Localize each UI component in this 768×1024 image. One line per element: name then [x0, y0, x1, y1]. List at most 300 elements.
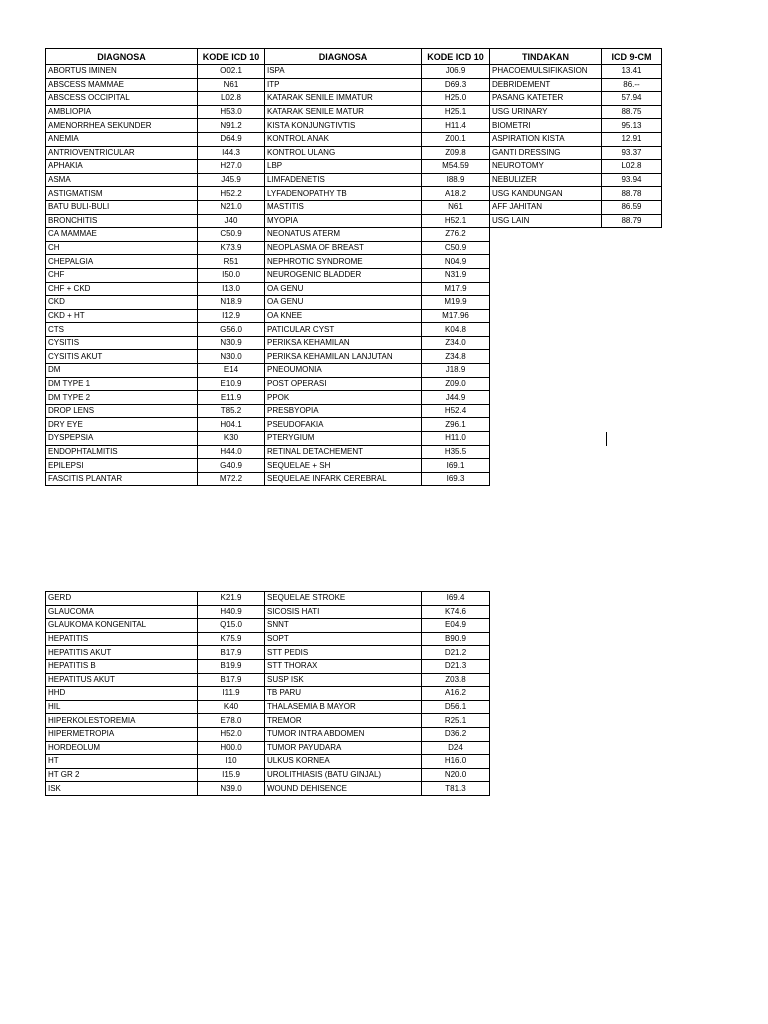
empty-cell [490, 323, 602, 337]
code-cell: E78.0 [198, 714, 265, 728]
table-row [46, 336, 662, 350]
code-cell: H52.2 [198, 187, 265, 201]
name-cell: SEQUELAE STROKE [265, 592, 422, 606]
name-cell: DM [46, 364, 198, 378]
name-cell: KONTROL ANAK [265, 132, 422, 146]
code-cell: G56.0 [198, 323, 265, 337]
table-row [46, 160, 662, 174]
empty-cell [490, 445, 602, 459]
name-cell: AMBLIOPIA [46, 105, 198, 119]
empty-cell [490, 336, 602, 350]
name-cell: THALASEMIA B MAYOR [265, 700, 422, 714]
name-cell: DROP LENS [46, 404, 198, 418]
code-cell: N61 [422, 200, 490, 214]
text-cursor [606, 432, 607, 446]
code-cell: A16.2 [422, 687, 490, 701]
name-cell: CHEPALGIA [46, 255, 198, 269]
name-cell: ASPIRATION KISTA [490, 132, 602, 146]
code-cell: 88.75 [602, 105, 662, 119]
code-cell: 86.59 [602, 200, 662, 214]
name-cell: CHF [46, 268, 198, 282]
name-cell: KISTA KONJUNGTIVTIS [265, 119, 422, 133]
name-cell: PATICULAR CYST [265, 323, 422, 337]
empty-cell [602, 268, 662, 282]
code-cell: B90.9 [422, 632, 490, 646]
code-cell: J40 [198, 214, 265, 228]
name-cell: LBP [265, 160, 422, 174]
name-cell: STT PEDIS [265, 646, 422, 660]
empty-cell [602, 350, 662, 364]
table-row [46, 119, 662, 133]
table-row [46, 173, 662, 187]
table-row [46, 214, 662, 228]
code-cell: H52.0 [198, 727, 265, 741]
name-cell: GERD [46, 592, 198, 606]
name-cell: DRY EYE [46, 418, 198, 432]
code-cell: E14 [198, 364, 265, 378]
code-cell: J18.9 [422, 364, 490, 378]
table-row [46, 268, 662, 282]
code-cell: 93.94 [602, 173, 662, 187]
name-cell: ENDOPHTALMITIS [46, 445, 198, 459]
table-row [46, 782, 490, 796]
code-cell: N31.9 [422, 268, 490, 282]
code-cell: N30.0 [198, 350, 265, 364]
table-row [46, 187, 662, 201]
name-cell: LIMFADENETIS [265, 173, 422, 187]
code-cell: D21.3 [422, 659, 490, 673]
name-cell: UROLITHIASIS (BATU GINJAL) [265, 768, 422, 782]
name-cell: USG LAIN [490, 214, 602, 228]
code-cell: 93.37 [602, 146, 662, 160]
code-cell: D36.2 [422, 727, 490, 741]
table-row [46, 105, 662, 119]
name-cell: GLAUCOMA [46, 605, 198, 619]
code-cell: H53.0 [198, 105, 265, 119]
empty-cell [602, 228, 662, 242]
code-cell: K73.9 [198, 241, 265, 255]
code-cell: B19.9 [198, 659, 265, 673]
table-row [46, 646, 490, 660]
code-cell: R51 [198, 255, 265, 269]
icd-table-main [45, 48, 662, 486]
table-row [46, 619, 490, 633]
code-cell: Z34.8 [422, 350, 490, 364]
table-row [46, 146, 662, 160]
header-tindakan: TINDAKAN [490, 49, 602, 65]
code-cell: B17.9 [198, 673, 265, 687]
table-row [46, 727, 490, 741]
code-cell: N91.2 [198, 119, 265, 133]
code-cell: Z34.0 [422, 336, 490, 350]
code-cell: D69.3 [422, 78, 490, 92]
name-cell: ABORTUS IMINEN [46, 65, 198, 79]
name-cell: KATARAK SENILE IMMATUR [265, 92, 422, 106]
empty-cell [602, 336, 662, 350]
table-header-row [46, 49, 662, 65]
name-cell: PPOK [265, 391, 422, 405]
name-cell: RETINAL DETACHEMENT [265, 445, 422, 459]
code-cell: I69.1 [422, 459, 490, 473]
table-row [46, 282, 662, 296]
code-cell: H52.4 [422, 404, 490, 418]
name-cell: SEQUELAE INFARK CEREBRAL [265, 472, 422, 486]
empty-cell [490, 391, 602, 405]
name-cell: HHD [46, 687, 198, 701]
name-cell: USG URINARY [490, 105, 602, 119]
code-cell: B17.9 [198, 646, 265, 660]
table-row [46, 445, 662, 459]
name-cell: AFF JAHITAN [490, 200, 602, 214]
table-row [46, 404, 662, 418]
code-cell: 13.41 [602, 65, 662, 79]
header-kode-icd-10-2: KODE ICD 10 [422, 49, 490, 65]
code-cell: K74.6 [422, 605, 490, 619]
code-cell: N21.0 [198, 200, 265, 214]
name-cell: BATU BULI-BULI [46, 200, 198, 214]
code-cell: N20.0 [422, 768, 490, 782]
name-cell: ULKUS KORNEA [265, 755, 422, 769]
name-cell: GLAUKOMA KONGENITAL [46, 619, 198, 633]
table-row [46, 741, 490, 755]
empty-cell [602, 241, 662, 255]
empty-cell [490, 309, 602, 323]
code-cell: J06.9 [422, 65, 490, 79]
code-cell: 88.79 [602, 214, 662, 228]
name-cell: CKD [46, 296, 198, 310]
name-cell: TUMOR PAYUDARA [265, 741, 422, 755]
empty-cell [490, 255, 602, 269]
table-row [46, 755, 490, 769]
code-cell: J44.9 [422, 391, 490, 405]
empty-cell [490, 296, 602, 310]
code-cell: K30 [198, 432, 265, 446]
code-cell: I88.9 [422, 173, 490, 187]
name-cell: BRONCHITIS [46, 214, 198, 228]
code-cell: I13.0 [198, 282, 265, 296]
empty-cell [490, 350, 602, 364]
name-cell: CTS [46, 323, 198, 337]
code-cell: D56.1 [422, 700, 490, 714]
header-icd-9-cm: ICD 9-CM [602, 49, 662, 65]
table-row [46, 241, 662, 255]
name-cell: TUMOR INTRA ABDOMEN [265, 727, 422, 741]
table-row [46, 364, 662, 378]
table-row [46, 323, 662, 337]
name-cell: CYSITIS [46, 336, 198, 350]
name-cell: SOPT [265, 632, 422, 646]
table-row [46, 632, 490, 646]
empty-cell [602, 377, 662, 391]
code-cell: E04.9 [422, 619, 490, 633]
table-row [46, 673, 490, 687]
table-row [46, 659, 490, 673]
name-cell: PTERYGIUM [265, 432, 422, 446]
name-cell: PRESBYOPIA [265, 404, 422, 418]
empty-cell [602, 255, 662, 269]
name-cell: HIPERKOLESTOREMIA [46, 714, 198, 728]
name-cell: USG KANDUNGAN [490, 187, 602, 201]
name-cell: HT GR 2 [46, 768, 198, 782]
table-row [46, 700, 490, 714]
name-cell: WOUND DEHISENCE [265, 782, 422, 796]
name-cell: GANTI DRESSING [490, 146, 602, 160]
code-cell: T85.2 [198, 404, 265, 418]
empty-cell [602, 418, 662, 432]
code-cell: H27.0 [198, 160, 265, 174]
code-cell: G40.9 [198, 459, 265, 473]
name-cell: TB PARU [265, 687, 422, 701]
code-cell: I44.3 [198, 146, 265, 160]
name-cell: HEPATITIS AKUT [46, 646, 198, 660]
code-cell: K75.9 [198, 632, 265, 646]
code-cell: Z00.1 [422, 132, 490, 146]
code-cell: K40 [198, 700, 265, 714]
name-cell: PASANG KATETER [490, 92, 602, 106]
code-cell: Z03.8 [422, 673, 490, 687]
name-cell: ASMA [46, 173, 198, 187]
table-row [46, 309, 662, 323]
empty-cell [490, 377, 602, 391]
code-cell: Z76.2 [422, 228, 490, 242]
code-cell: Z09.8 [422, 146, 490, 160]
name-cell: HEPATITIS [46, 632, 198, 646]
name-cell: BIOMETRI [490, 119, 602, 133]
code-cell: Z09.0 [422, 377, 490, 391]
header-diagnosa-2: DIAGNOSA [265, 49, 422, 65]
table-row [46, 605, 490, 619]
name-cell: CKD + HT [46, 309, 198, 323]
name-cell: ANEMIA [46, 132, 198, 146]
code-cell: M19.9 [422, 296, 490, 310]
name-cell: PSEUDOFAKIA [265, 418, 422, 432]
name-cell: OA GENU [265, 282, 422, 296]
name-cell: CHF + CKD [46, 282, 198, 296]
empty-cell [602, 445, 662, 459]
name-cell: HIPERMETROPIA [46, 727, 198, 741]
table-row [46, 592, 490, 606]
table-row [46, 255, 662, 269]
code-cell: K21.9 [198, 592, 265, 606]
empty-cell [490, 282, 602, 296]
empty-cell [490, 364, 602, 378]
empty-cell [490, 241, 602, 255]
empty-cell [602, 282, 662, 296]
code-cell: N04.9 [422, 255, 490, 269]
name-cell: SEQUELAE + SH [265, 459, 422, 473]
table-row [46, 200, 662, 214]
code-cell: 12.91 [602, 132, 662, 146]
name-cell: SNNT [265, 619, 422, 633]
code-cell: 95.13 [602, 119, 662, 133]
name-cell: STT THORAX [265, 659, 422, 673]
code-cell: H04.1 [198, 418, 265, 432]
table-row [46, 92, 662, 106]
code-cell: M54.59 [422, 160, 490, 174]
name-cell: NEONATUS ATERM [265, 228, 422, 242]
empty-cell [602, 432, 662, 446]
empty-cell [602, 404, 662, 418]
code-cell: I50.0 [198, 268, 265, 282]
code-cell: I11.9 [198, 687, 265, 701]
code-cell: H44.0 [198, 445, 265, 459]
table-row [46, 296, 662, 310]
code-cell: D21.2 [422, 646, 490, 660]
name-cell: NEUROGENIC BLADDER [265, 268, 422, 282]
code-cell: H16.0 [422, 755, 490, 769]
code-cell: O02.1 [198, 65, 265, 79]
table-row [46, 472, 662, 486]
code-cell: M72.2 [198, 472, 265, 486]
name-cell: FASCITIS PLANTAR [46, 472, 198, 486]
code-cell: R25.1 [422, 714, 490, 728]
empty-cell [490, 268, 602, 282]
name-cell: CA MAMMAE [46, 228, 198, 242]
name-cell: KONTROL ULANG [265, 146, 422, 160]
name-cell: DM TYPE 2 [46, 391, 198, 405]
header-kode-icd-10: KODE ICD 10 [198, 49, 265, 65]
code-cell: L02.8 [198, 92, 265, 106]
code-cell: Z96.1 [422, 418, 490, 432]
name-cell: PERIKSA KEHAMILAN [265, 336, 422, 350]
name-cell: PHACOEMULSIFIKASION [490, 65, 602, 79]
table-row [46, 65, 662, 79]
name-cell: MYOPIA [265, 214, 422, 228]
name-cell: AMENORRHEA SEKUNDER [46, 119, 198, 133]
name-cell: HT [46, 755, 198, 769]
code-cell: 88.78 [602, 187, 662, 201]
name-cell: LYFADENOPATHY TB [265, 187, 422, 201]
name-cell: PNEOUMONIA [265, 364, 422, 378]
code-cell: D64.9 [198, 132, 265, 146]
table-row [46, 714, 490, 728]
table-row [46, 350, 662, 364]
code-cell: H25.1 [422, 105, 490, 119]
name-cell: DEBRIDEMENT [490, 78, 602, 92]
empty-cell [490, 459, 602, 473]
empty-cell [602, 309, 662, 323]
empty-cell [602, 472, 662, 486]
code-cell: T81.3 [422, 782, 490, 796]
name-cell: NEPHROTIC SYNDROME [265, 255, 422, 269]
name-cell: ABSCESS MAMMAE [46, 78, 198, 92]
code-cell: M17.96 [422, 309, 490, 323]
table-row [46, 432, 662, 446]
code-cell: A18.2 [422, 187, 490, 201]
code-cell: N30.9 [198, 336, 265, 350]
name-cell: APHAKIA [46, 160, 198, 174]
name-cell: CYSITIS AKUT [46, 350, 198, 364]
empty-cell [490, 432, 602, 446]
table-row [46, 418, 662, 432]
code-cell: I12.9 [198, 309, 265, 323]
table-row [46, 687, 490, 701]
empty-cell [602, 296, 662, 310]
name-cell: HEPATITIS B [46, 659, 198, 673]
code-cell: H11.4 [422, 119, 490, 133]
name-cell: NEUROTOMY [490, 160, 602, 174]
empty-cell [602, 459, 662, 473]
empty-cell [490, 228, 602, 242]
code-cell: 86.-- [602, 78, 662, 92]
code-cell: K04.8 [422, 323, 490, 337]
name-cell: HORDEOLUM [46, 741, 198, 755]
code-cell: I69.4 [422, 592, 490, 606]
code-cell: D24 [422, 741, 490, 755]
code-cell: H52.1 [422, 214, 490, 228]
name-cell: EPILEPSI [46, 459, 198, 473]
name-cell: CH [46, 241, 198, 255]
empty-cell [490, 472, 602, 486]
empty-cell [490, 418, 602, 432]
name-cell: ANTRIOVENTRICULAR [46, 146, 198, 160]
code-cell: H25.0 [422, 92, 490, 106]
name-cell: HEPATITUS AKUT [46, 673, 198, 687]
name-cell: NEBULIZER [490, 173, 602, 187]
table-row [46, 377, 662, 391]
table-row [46, 228, 662, 242]
empty-cell [490, 404, 602, 418]
code-cell: Q15.0 [198, 619, 265, 633]
code-cell: H40.9 [198, 605, 265, 619]
name-cell: PERIKSA KEHAMILAN LANJUTAN [265, 350, 422, 364]
code-cell: I15.9 [198, 768, 265, 782]
table-row [46, 132, 662, 146]
name-cell: ISK [46, 782, 198, 796]
code-cell: 57.94 [602, 92, 662, 106]
name-cell: DYSPEPSIA [46, 432, 198, 446]
code-cell: I69.3 [422, 472, 490, 486]
name-cell: SUSP ISK [265, 673, 422, 687]
code-cell: J45.9 [198, 173, 265, 187]
name-cell: ISPA [265, 65, 422, 79]
name-cell: MASTITIS [265, 200, 422, 214]
name-cell: ITP [265, 78, 422, 92]
name-cell: OA KNEE [265, 309, 422, 323]
code-cell: E10.9 [198, 377, 265, 391]
code-cell: I10 [198, 755, 265, 769]
name-cell: NEOPLASMA OF BREAST [265, 241, 422, 255]
code-cell: H11.0 [422, 432, 490, 446]
code-cell: M17.9 [422, 282, 490, 296]
name-cell: ABSCESS OCCIPITAL [46, 92, 198, 106]
name-cell: HIL [46, 700, 198, 714]
empty-cell [602, 323, 662, 337]
code-cell: C50.9 [198, 228, 265, 242]
code-cell: E11.9 [198, 391, 265, 405]
code-cell: N18.9 [198, 296, 265, 310]
name-cell: ASTIGMATISM [46, 187, 198, 201]
code-cell: N39.0 [198, 782, 265, 796]
icd-table-continued [45, 591, 490, 796]
name-cell: OA GENU [265, 296, 422, 310]
name-cell: DM TYPE 1 [46, 377, 198, 391]
empty-cell [602, 391, 662, 405]
table-row [46, 459, 662, 473]
name-cell: SICOSIS HATI [265, 605, 422, 619]
header-diagnosa: DIAGNOSA [46, 49, 198, 65]
table-row [46, 78, 662, 92]
code-cell: H35.5 [422, 445, 490, 459]
code-cell: L02.8 [602, 160, 662, 174]
code-cell: N61 [198, 78, 265, 92]
code-cell: C50.9 [422, 241, 490, 255]
name-cell: KATARAK SENILE MATUR [265, 105, 422, 119]
name-cell: POST OPERASI [265, 377, 422, 391]
code-cell: H00.0 [198, 741, 265, 755]
table-row [46, 391, 662, 405]
name-cell: TREMOR [265, 714, 422, 728]
